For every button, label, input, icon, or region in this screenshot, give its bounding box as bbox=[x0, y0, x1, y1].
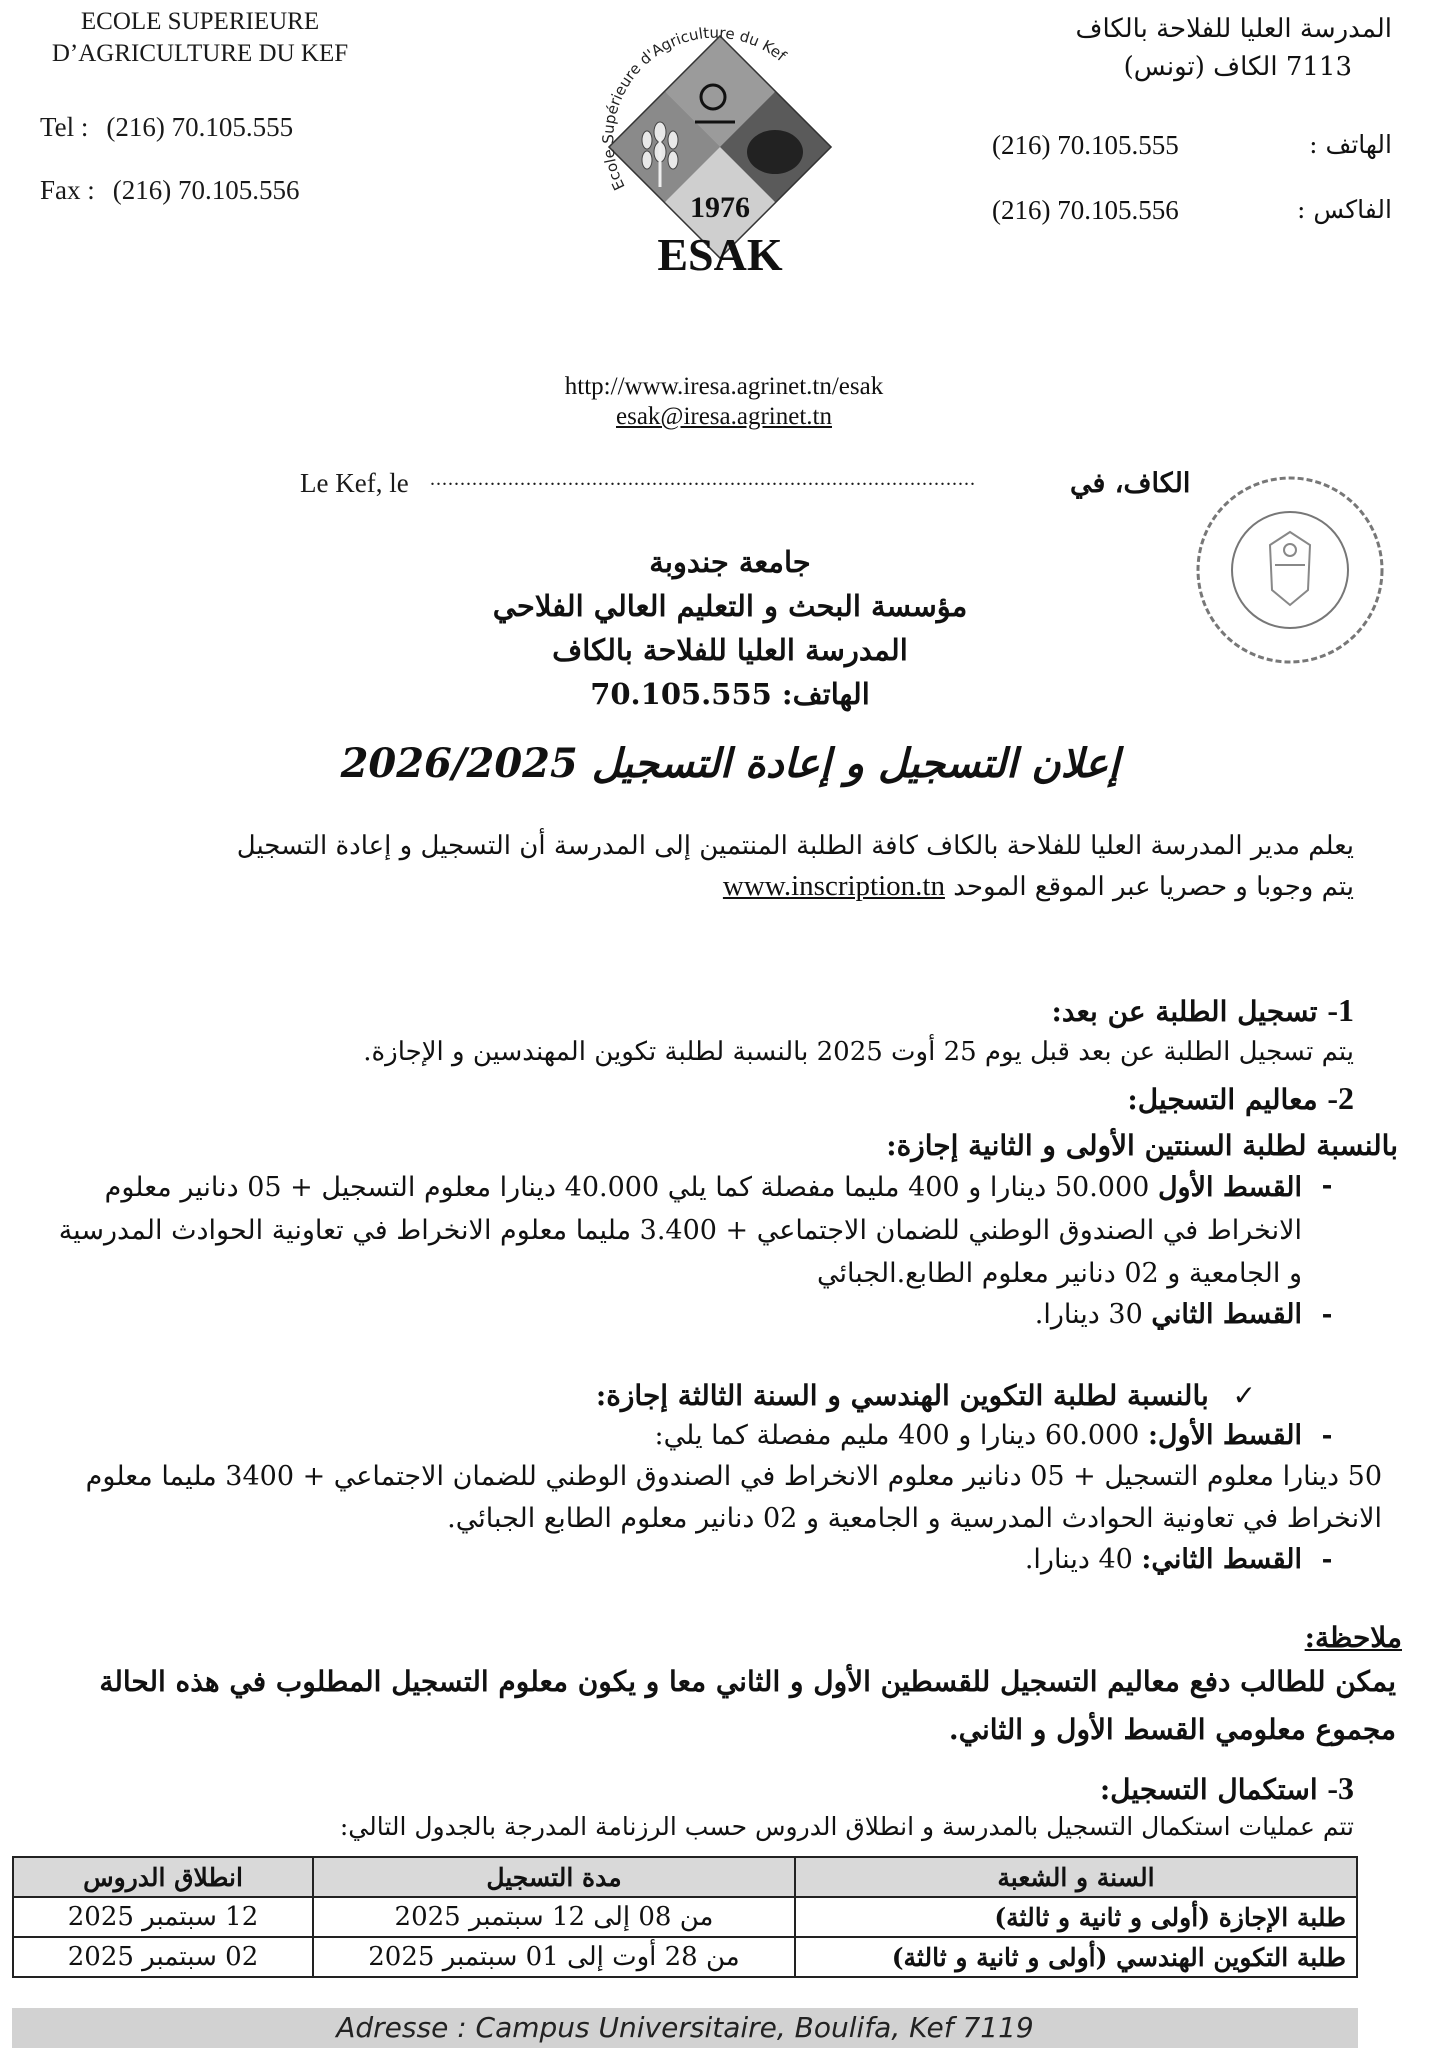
institution-name: مؤسسة البحث و التعليم العالي الفلاحي bbox=[492, 589, 968, 623]
school-name-center: المدرسة العليا للفلاحة بالكاف bbox=[552, 633, 908, 667]
cell-registration-period: من 08 إلى 12 سبتمبر 2025 bbox=[313, 1897, 795, 1937]
installment-1-detail: 60.000 دينارا و 400 مليم مفصلة كما يلي: bbox=[654, 1420, 1148, 1451]
email-link[interactable]: esak@iresa.agrinet.tn bbox=[616, 403, 832, 430]
logo-year: 1976 bbox=[690, 191, 750, 224]
date-label-ar: الكاف، في bbox=[1070, 468, 1191, 499]
logo-ring-text: Ecole Supérieure d'Agriculture du Kef bbox=[599, 23, 790, 194]
note-text: يمكن للطالب دفع معاليم التسجيل للقسطين الأول و الثاني معا و يكون معلوم التسجيل المطلوب في هذه الحالة مجموع معلومي القسط الأول و الثاني. bbox=[99, 1665, 1396, 1746]
checkmark-icon: ✓ bbox=[1232, 1379, 1256, 1412]
section-1-text: يتم تسجيل الطلبة عن بعد قبل يوم 25 أوت 2025 بالنسبة لطلبة تكوين المهندسين و الإجازة. bbox=[363, 1037, 1354, 1067]
section-3-title: استكمال التسجيل: bbox=[1099, 1773, 1318, 1806]
section-1-number: 1- bbox=[1327, 992, 1354, 1028]
fax-row bbox=[40, 175, 420, 206]
section-2-title: معاليم التسجيل: bbox=[1127, 1083, 1318, 1116]
cell-classes-start: 02 سبتمبر 2025 bbox=[13, 1937, 313, 1977]
school-name-line1: ECOLE SUPERIEURE bbox=[80, 8, 320, 35]
web-contacts bbox=[0, 372, 1448, 432]
cell-year-branch: طلبة الإجازة (أولى و ثانية و ثالثة) bbox=[795, 1897, 1357, 1937]
fax-row-ar bbox=[952, 195, 1392, 226]
fax-label: Fax : bbox=[40, 175, 95, 205]
table-header-row bbox=[13, 1857, 1357, 1897]
section-3-number: 3- bbox=[1327, 1770, 1354, 1806]
group-1-installment-2 bbox=[52, 1295, 1352, 1335]
group-1-installment-2-text bbox=[52, 1295, 1302, 1335]
note-block bbox=[46, 1618, 1402, 1754]
header-right bbox=[952, 10, 1392, 226]
intro-paragraph bbox=[64, 826, 1354, 907]
school-name-ar: المدرسة العليا للفلاحة بالكاف bbox=[1075, 14, 1392, 44]
header-registration-period: مدة التسجيل bbox=[313, 1857, 795, 1897]
section-1-title: تسجيل الطلبة عن بعد: bbox=[1051, 995, 1318, 1028]
logo-acronym: ESAK bbox=[657, 229, 783, 280]
bullet-dash: - bbox=[1321, 1421, 1333, 1451]
date-dots: ........................................................................................... bbox=[430, 468, 976, 490]
intro-line1: يعلم مدير المدرسة العليا للفلاحة بالكاف كافة الطلبة المنتمين إلى المدرسة أن التسجيل و إعادة التسجيل bbox=[236, 831, 1354, 861]
installment-2-label: القسط الثاني: bbox=[1141, 1544, 1302, 1575]
official-stamp bbox=[1190, 470, 1390, 670]
group-2-installment-1-breakdown: 50 دينارا معلوم التسجيل + 05 دنانير معلوم الانخراط في الصندوق الوطني للضمان الاجتماعي + 3400 مليما معلوم الانخراط في تعاونية الحوادث المدرسية و الجامعية و 02 دنانير معلوم الطابع الجبائي. bbox=[85, 1461, 1382, 1534]
group-2-installment-1 bbox=[52, 1416, 1352, 1456]
esak-logo bbox=[585, 12, 855, 302]
cell-year-branch: طلبة التكوين الهندسي (أولى و ثانية و ثالثة) bbox=[795, 1937, 1357, 1977]
installment-1-detail: 50.000 دينارا و 400 مليما مفصلة كما يلي 40.000 دينارا معلوم التسجيل + 05 دنانير معلوم الانخراط في الصندوق الوطني للضمان الاجتماعي + 3.400 مليما معلوم الانخراط في تعاونية الحوادث المدرسية و الجامعية و 02 دنانير معلوم الطابع.الجبائي bbox=[58, 1172, 1302, 1289]
table-row bbox=[13, 1897, 1357, 1937]
website-link[interactable]: http://www.iresa.agrinet.tn/esak bbox=[564, 373, 884, 400]
cell-classes-start: 12 سبتمبر 2025 bbox=[13, 1897, 313, 1937]
group-2-heading bbox=[52, 1376, 1256, 1416]
intro-line2-text: يتم وجوبا و حصريا عبر الموقع الموحد bbox=[953, 872, 1354, 902]
section-3-text: تتم عمليات استكمال التسجيل بالمدرسة و انطلاق الدروس حسب الرزنامة المدرجة بالجدول التالي: bbox=[339, 1812, 1354, 1841]
installment-2-label: القسط الثاني bbox=[1151, 1299, 1302, 1330]
university-name: جامعة جندوبة bbox=[649, 545, 811, 579]
group-2-installment-1-text bbox=[52, 1416, 1302, 1456]
header-year-branch: السنة و الشعبة bbox=[795, 1857, 1357, 1897]
section-2-heading bbox=[64, 1078, 1354, 1120]
bullet-dash: - bbox=[1321, 1171, 1333, 1201]
fax-label-ar: الفاكس : bbox=[1297, 195, 1392, 224]
fax-value: (216) 70.105.556 bbox=[112, 175, 300, 205]
cell-registration-period: من 28 أوت إلى 01 سبتمبر 2025 bbox=[313, 1937, 795, 1977]
bullet-dash: - bbox=[1321, 1300, 1333, 1330]
table-row bbox=[13, 1937, 1357, 1977]
section-3-heading bbox=[64, 1768, 1354, 1810]
date-label-fr: Le Kef, le bbox=[300, 468, 409, 498]
group-2-installment-2 bbox=[52, 1540, 1352, 1580]
header-left bbox=[40, 6, 420, 206]
school-name-line2: D’AGRICULTURE DU KEF bbox=[51, 40, 349, 67]
tel-value-ar: (216) 70.105.555 bbox=[992, 130, 1179, 160]
date-line bbox=[300, 468, 1200, 508]
section-2-number: 2- bbox=[1327, 1080, 1354, 1116]
header-classes-start: انطلاق الدروس bbox=[13, 1857, 313, 1897]
installment-1-label: القسط الأول: bbox=[1147, 1420, 1302, 1451]
group-2-title: بالنسبة لطلبة التكوين الهندسي و السنة الثالثة إجازة: bbox=[595, 1379, 1209, 1412]
institution-block bbox=[300, 540, 1160, 716]
bullet-dash: - bbox=[1321, 1545, 1333, 1575]
group-1-title: بالنسبة لطلبة السنتين الأولى و الثانية إجازة: bbox=[886, 1129, 1398, 1162]
section-1 bbox=[64, 990, 1354, 1120]
fees-group-2 bbox=[52, 1376, 1382, 1580]
school-name-fr bbox=[40, 6, 360, 70]
note-title: ملاحظة: bbox=[1304, 1621, 1402, 1654]
group-1-installment-1-text bbox=[52, 1166, 1302, 1295]
school-phone-center: الهاتف: 70.105.555 bbox=[590, 677, 870, 711]
city-ar: 7113 الكاف (تونس) bbox=[1123, 52, 1352, 82]
installment-2-detail: 30 دينارا. bbox=[1034, 1299, 1152, 1330]
tel-label-ar: الهاتف : bbox=[1309, 130, 1392, 159]
installment-1-label: القسط الأول bbox=[1157, 1172, 1302, 1203]
tel-row bbox=[40, 112, 420, 143]
announcement-title: إعلان التسجيل و إعادة التسجيل 2026/2025 bbox=[340, 740, 1120, 787]
fees-group-1 bbox=[52, 1126, 1398, 1335]
installment-2-detail: 40 دينارا. bbox=[1024, 1544, 1142, 1575]
inscription-site-link[interactable]: www.inscription.tn bbox=[722, 870, 945, 902]
section-3 bbox=[64, 1768, 1354, 1844]
tel-label: Tel : bbox=[40, 112, 89, 142]
schedule-table bbox=[12, 1856, 1358, 1978]
group-2-installment-2-text bbox=[52, 1540, 1302, 1580]
fax-value-ar: (216) 70.105.556 bbox=[992, 195, 1179, 225]
group-1-installment-1 bbox=[52, 1166, 1352, 1295]
footer-address: Adresse : Campus Universitaire, Boulifa, Kef 7119 bbox=[12, 2008, 1358, 2048]
section-1-heading bbox=[64, 990, 1354, 1032]
tel-value: (216) 70.105.555 bbox=[106, 112, 294, 142]
intro-line2 bbox=[64, 866, 1354, 907]
tel-row-ar bbox=[952, 130, 1392, 161]
